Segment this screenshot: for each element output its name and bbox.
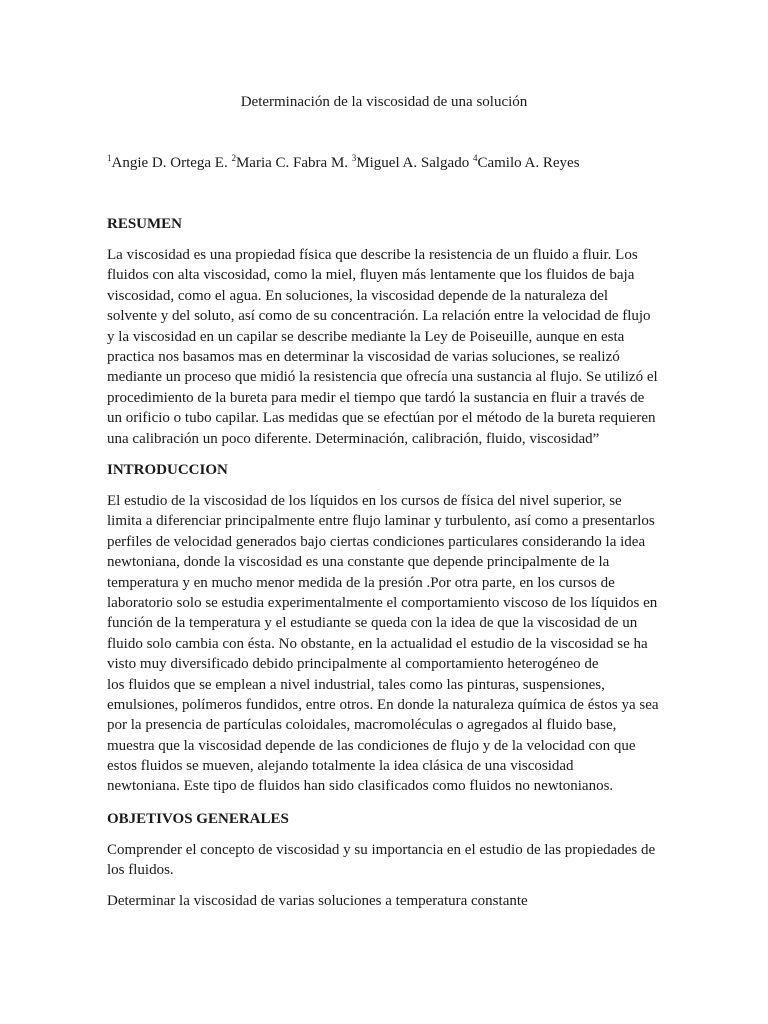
author-1-affiliation: 1: [107, 153, 112, 163]
objetivos-line: los fluidos.: [107, 862, 174, 879]
author-1: [107, 155, 231, 171]
introduccion-line: emulsiones, polímeros fundidos, entre otros. En donde la naturaleza química de éstos ya sea: [107, 696, 659, 713]
author-3-name: Miguel A. Salgado: [356, 155, 473, 171]
author-3-affiliation: 3: [351, 153, 357, 163]
objetivos-heading: OBJETIVOS GENERALES: [107, 811, 289, 827]
introduccion-heading: INTRODUCCION: [107, 462, 228, 478]
resumen-line: y la viscosidad en un capilar se describe mediante la Ley de Poiseuille, aunque en esta: [107, 328, 625, 345]
objetivos-paragraph-2: [107, 891, 663, 911]
introduccion-line: laboratorio solo se estudia experimentalmente el comportamiento viscoso de los líquidos en: [107, 594, 658, 611]
resumen-line: mediante un proceso que midió la resistencia que ofrecía una sustancia al flujo. Se utilizó el: [107, 369, 658, 386]
introduccion-line: limita a diferenciar principalmente entre flujo laminar y turbulento, así como a presentarlos: [107, 513, 655, 530]
introduccion-line: perfiles de velocidad generados bajo ciertas condiciones particulares considerando la idea: [107, 533, 646, 550]
resumen-heading: RESUMEN: [107, 216, 183, 232]
author-4: [473, 155, 580, 171]
introduccion-line: estos fluidos se mueven, alejando totalmente la idea clásica de una viscosidad: [107, 758, 574, 775]
resumen-line: una calibración un poco diferente. Determinación, calibración, fluido, viscosidad”: [107, 430, 600, 447]
author-list: [107, 153, 580, 173]
author-3: [352, 155, 473, 171]
author-2-affiliation: 2: [231, 153, 236, 163]
resumen-line: un orificio o tubo capilar. Las medidas que se efectúan por el método de la bureta requieren: [107, 410, 656, 427]
resumen-paragraph: [107, 245, 663, 449]
introduccion-line: El estudio de la viscosidad de los líquidos en los cursos de física del nivel superior, se: [107, 493, 622, 509]
objetivos-line: Comprender el concepto de viscosidad y su importancia en el estudio de las propiedades de: [107, 842, 656, 858]
introduccion-line: función de la temperatura y el estudiante se queda con la idea de que la viscosidad de un: [107, 615, 638, 632]
author-4-name: Camilo A. Reyes: [477, 155, 580, 171]
resumen-line: solvente y del soluto, así como de su concentración. La relación entre la velocidad de flujo: [107, 308, 651, 325]
introduccion-line: muestra que la viscosidad depende de las condiciones de flujo y de la velocidad con que: [107, 737, 636, 754]
author-2-name: Maria C. Fabra M.: [235, 155, 352, 171]
introduccion-line: los fluidos que se emplean a nivel industrial, tales como las pinturas, suspensiones,: [107, 676, 605, 693]
author-4-affiliation: 4: [472, 153, 478, 163]
resumen-line: viscosidad, como el agua. En soluciones, la viscosidad depende de la naturaleza del: [107, 287, 609, 304]
author-1-name: Angie D. Ortega E.: [111, 155, 232, 171]
objetivos-line: Determinar la viscosidad de varias soluciones a temperatura constante: [107, 893, 528, 909]
introduccion-line: por la presencia de partículas coloidales, macromoléculas o agregados al fluido base,: [107, 717, 617, 734]
resumen-line: fluidos con alta viscosidad, como la miel, fluyen más lentamente que los fluidos de baja: [107, 267, 635, 284]
introduccion-line: newtoniana. Este tipo de fluidos han sido clasificados como fluidos no newtonianos.: [107, 778, 614, 795]
introduccion-line: fluido solo cambia con ésta. No obstante, en la actualidad el estudio de la viscosidad se ha: [107, 635, 648, 652]
resumen-line: practica nos basamos mas en determinar la viscosidad de varias soluciones, se realizó: [107, 348, 620, 365]
author-2: [231, 155, 351, 171]
introduccion-line: temperatura y en mucho menor medida de la presión .Por otra parte, en los cursos de: [107, 574, 615, 591]
resumen-line: La viscosidad es una propiedad física que describe la resistencia de un fluido a fluir. Los: [107, 247, 638, 263]
introduccion-line: newtoniana, donde la viscosidad es una constante que depende principalmente de la: [107, 554, 610, 571]
document-title: Determinación de la viscosidad de una solución: [240, 94, 528, 110]
resumen-line: procedimiento de la bureta para medir el tiempo que tardó la sustancia en fluir a través de: [107, 389, 645, 406]
objetivos-paragraph-1: [107, 840, 663, 881]
introduccion-line: visto muy diversificado debido principalmente al comportamiento heterogéneo de: [107, 656, 599, 673]
introduccion-paragraph: [107, 491, 663, 797]
